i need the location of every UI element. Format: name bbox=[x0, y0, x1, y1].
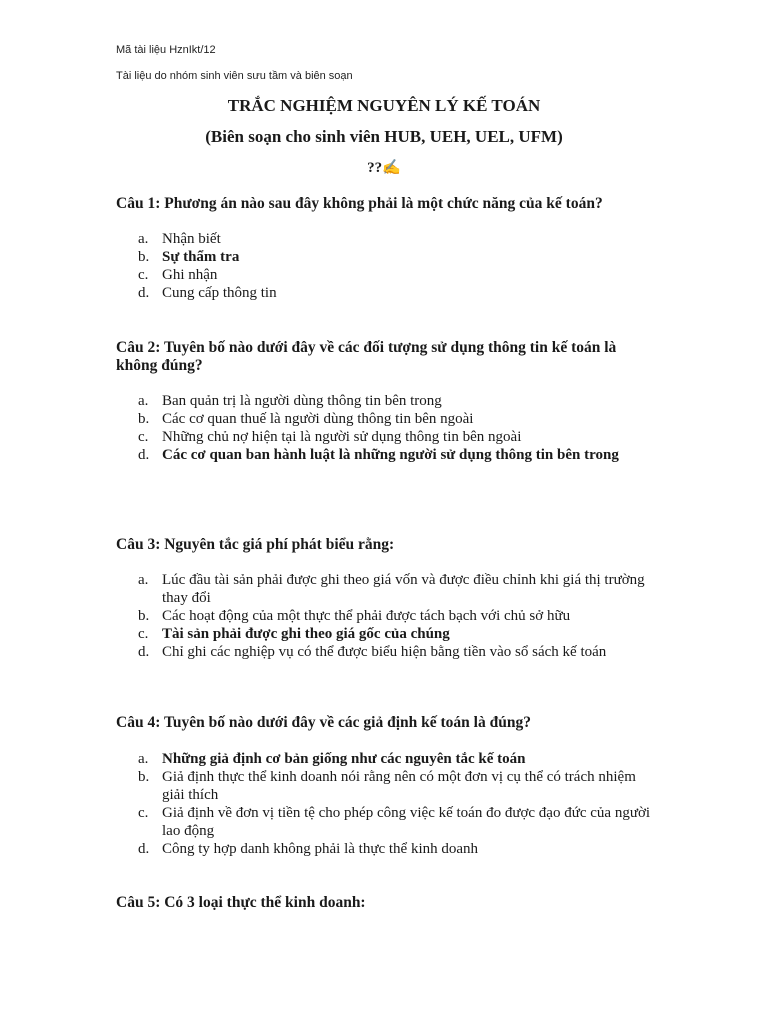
option-letter: b. bbox=[138, 249, 150, 265]
question-1: Câu 1: Phương án nào sau đây không phải là một chức năng của kế toán? bbox=[116, 195, 603, 212]
option-letter: b. bbox=[138, 769, 150, 785]
option-text: Công ty hợp danh không phải là thực thể kinh doanh bbox=[162, 841, 479, 857]
option-letter: c. bbox=[138, 805, 149, 821]
option-answer bbox=[116, 750, 656, 768]
option bbox=[116, 284, 656, 302]
question-3: Câu 3: Nguyên tắc giá phí phát biểu rằng: bbox=[116, 536, 395, 553]
option-text: Giả định về đơn vị tiền tệ cho phép công việc kế toán đo được đạo đức của người lao động bbox=[162, 805, 651, 839]
option-letter: d. bbox=[138, 644, 150, 660]
option-text: Sự thẩm tra bbox=[162, 249, 240, 265]
option bbox=[116, 840, 656, 858]
source-note: Tài liệu do nhóm sinh viên sưu tầm và biên soạn bbox=[116, 70, 353, 82]
option-answer bbox=[116, 248, 656, 266]
option-text: Lúc đầu tài sản phải được ghi theo giá vốn và được điều chỉnh khi giá thị trường thay đổi bbox=[162, 572, 645, 606]
option-text: Ghi nhận bbox=[162, 267, 218, 283]
option-answer bbox=[116, 625, 656, 643]
option bbox=[116, 266, 656, 284]
options-q3 bbox=[116, 571, 656, 661]
option bbox=[116, 643, 656, 661]
option-letter: d. bbox=[138, 447, 150, 463]
options-q2 bbox=[116, 392, 656, 464]
question-2: Câu 2: Tuyên bố nào dưới đây về các đối tượng sử dụng thông tin kế toán là không đúng? bbox=[116, 339, 617, 374]
option-text: Ban quản trị là người dùng thông tin bên trong bbox=[162, 393, 442, 409]
option-letter: d. bbox=[138, 841, 150, 857]
option-text: Chỉ ghi các nghiệp vụ có thể được biểu hiện bằng tiền vào sổ sách kế toán bbox=[162, 644, 607, 660]
option-text: Cung cấp thông tin bbox=[162, 285, 277, 301]
option-letter: a. bbox=[138, 393, 149, 409]
page-subtitle: (Biên soạn cho sinh viên HUB, UEH, UEL, UFM) bbox=[205, 127, 563, 146]
doc-code: Mã tài liệu HznIkt/12 bbox=[116, 44, 216, 56]
option bbox=[116, 428, 656, 446]
option-letter: c. bbox=[138, 429, 149, 445]
option-letter: a. bbox=[138, 572, 149, 588]
options-q4 bbox=[116, 750, 656, 858]
option-answer bbox=[116, 446, 656, 464]
option-text: Tài sản phải được ghi theo giá gốc của chúng bbox=[162, 626, 450, 642]
question-4: Câu 4: Tuyên bố nào dưới đây về các giả định kế toán là đúng? bbox=[116, 714, 531, 731]
option-text: Giả định thực thể kinh doanh nói rằng nên có một đơn vị cụ thể có trách nhiệm giải thích bbox=[162, 769, 636, 803]
option-text: Những giả định cơ bản giống như các nguyên tắc kế toán bbox=[162, 751, 526, 767]
option-text: Nhận biết bbox=[162, 231, 221, 247]
decorative-icons: ??✍ bbox=[367, 160, 401, 176]
option-text: Những chủ nợ hiện tại là người sử dụng thông tin bên ngoài bbox=[162, 429, 522, 445]
option-letter: c. bbox=[138, 626, 149, 642]
option-text: Các hoạt động của một thực thể phải được tách bạch với chủ sở hữu bbox=[162, 608, 571, 624]
option bbox=[116, 392, 656, 410]
option-letter: c. bbox=[138, 267, 149, 283]
option-letter: d. bbox=[138, 285, 150, 301]
question-5: Câu 5: Có 3 loại thực thể kinh doanh: bbox=[116, 894, 366, 911]
option bbox=[116, 768, 656, 804]
page-title: TRẮC NGHIỆM NGUYÊN LÝ KẾ TOÁN bbox=[227, 96, 541, 115]
option-text: Các cơ quan thuế là người dùng thông tin bên ngoài bbox=[162, 411, 474, 427]
option-letter: b. bbox=[138, 411, 150, 427]
option bbox=[116, 230, 656, 248]
option bbox=[116, 607, 656, 625]
option-letter: a. bbox=[138, 231, 149, 247]
option bbox=[116, 804, 656, 840]
option bbox=[116, 571, 656, 607]
option-letter: b. bbox=[138, 608, 150, 624]
option-text: Các cơ quan ban hành luật là những người sử dụng thông tin bên trong bbox=[162, 447, 619, 463]
option bbox=[116, 410, 656, 428]
option-letter: a. bbox=[138, 751, 149, 767]
options-q1 bbox=[116, 230, 656, 302]
